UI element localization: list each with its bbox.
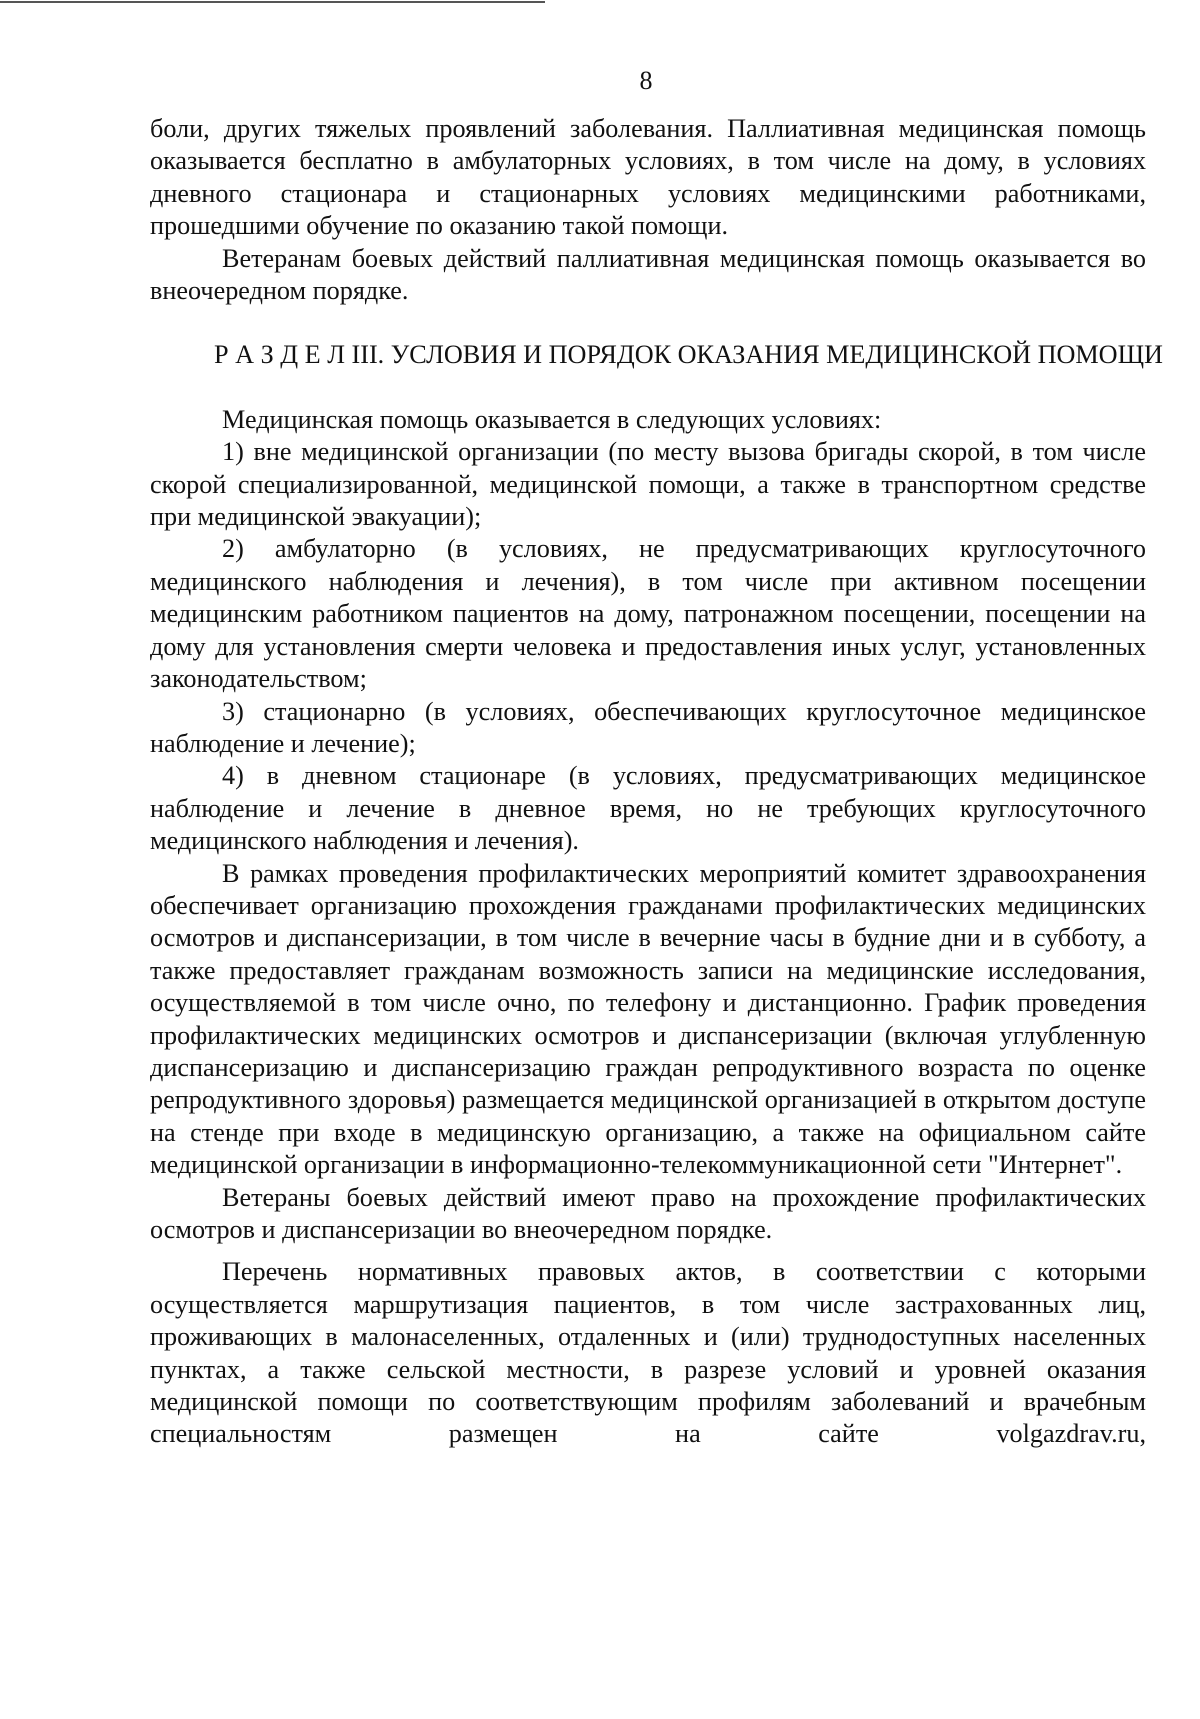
paragraph-condition-1: 1) вне медицинской организации (по месту вызова бригады скорой, в том числе скорой специализированной, медицинской помощи, а также в транспортном средстве при медицинской эвакуации); (150, 437, 1146, 532)
paragraph-palliative-care: боли, других тяжелых проявлений заболевания. Паллиативная медицинская помощь оказывается бесплатно в амбулаторных условиях, в том числе на дому, в условиях дневного стационара и стационарных условиях медицинскими работниками, прошедшими обучение по оказанию такой помощи. (150, 114, 1146, 241)
section-heading: Р А З Д Е Л III. УСЛОВИЯ И ПОРЯДОК ОКАЗАНИЯ МЕДИЦИНСКОЙ ПОМОЩИ (214, 340, 1163, 370)
paragraph-condition-2: 2) амбулаторно (в условиях, не предусматривающих круглосуточного медицинского наблюдения и лечения), в том числе при активном посещении медицинским работником пациентов на дому, патронажном посещении, посещении на дому для установления смерти человека и предоставления иных услуг, установленных законодательством; (150, 534, 1146, 694)
page-number: 8 (639, 66, 653, 95)
scan-edge-line (0, 1, 545, 3)
document-body (150, 113, 1163, 1451)
paragraph-preventive-measures: В рамках проведения профилактических мероприятий комитет здравоохранения обеспечивает организацию прохождения гражданами профилактических медицинских осмотров и диспансеризации, в том числе в вечерние часы в будние дни и в субботу, а также предоставляет гражданам возможность записи на медицинские исследования, осуществляемой в том числе очно, по телефону и дистанционно. График проведения профилактических медицинских осмотров и диспансеризации (включая углубленную диспансеризацию и диспансеризацию граждан репродуктивного возраста по оценке репродуктивного здоровья) размещается медицинской организацией в открытом доступе на стенде при входе в медицинскую организацию, а также на официальном сайте медицинской организации в информационно-телекоммуникационной сети "Интернет". (150, 858, 1146, 1180)
paragraph-condition-3: 3) стационарно (в условиях, обеспечивающих круглосуточное медицинское наблюдение и лечение); (150, 696, 1146, 758)
paragraph-condition-4: 4) в дневном стационаре (в условиях, предусматривающих медицинское наблюдение и лечение в дневное время, но не требующих круглосуточного медицинского наблюдения и лечения). (150, 761, 1146, 856)
paragraph-veterans-palliative: Ветеранам боевых действий паллиативная медицинская помощь оказывается во внеочередном порядке. (150, 243, 1146, 306)
paragraph-routing-acts: Перечень нормативных правовых актов, в соответствии с которыми осуществляется маршрутизация пациентов, в том числе застрахованных лиц, проживающих в малонаселенных, отдаленных и (или) труднодоступных населенных пунктах, а также сельской местности, в разрезе условий и уровней оказания медицинской помощи по соответствующим профилям заболеваний и врачебным специальностям размещен на сайте volgazdrav.ru, (150, 1257, 1146, 1449)
paragraph-conditions-intro: Медицинская помощь оказывается в следующих условиях: (222, 404, 882, 434)
paragraph-veterans-checkups: Ветераны боевых действий имеют право на прохождение профилактических осмотров и диспансеризации во внеочередном порядке. (150, 1182, 1146, 1244)
